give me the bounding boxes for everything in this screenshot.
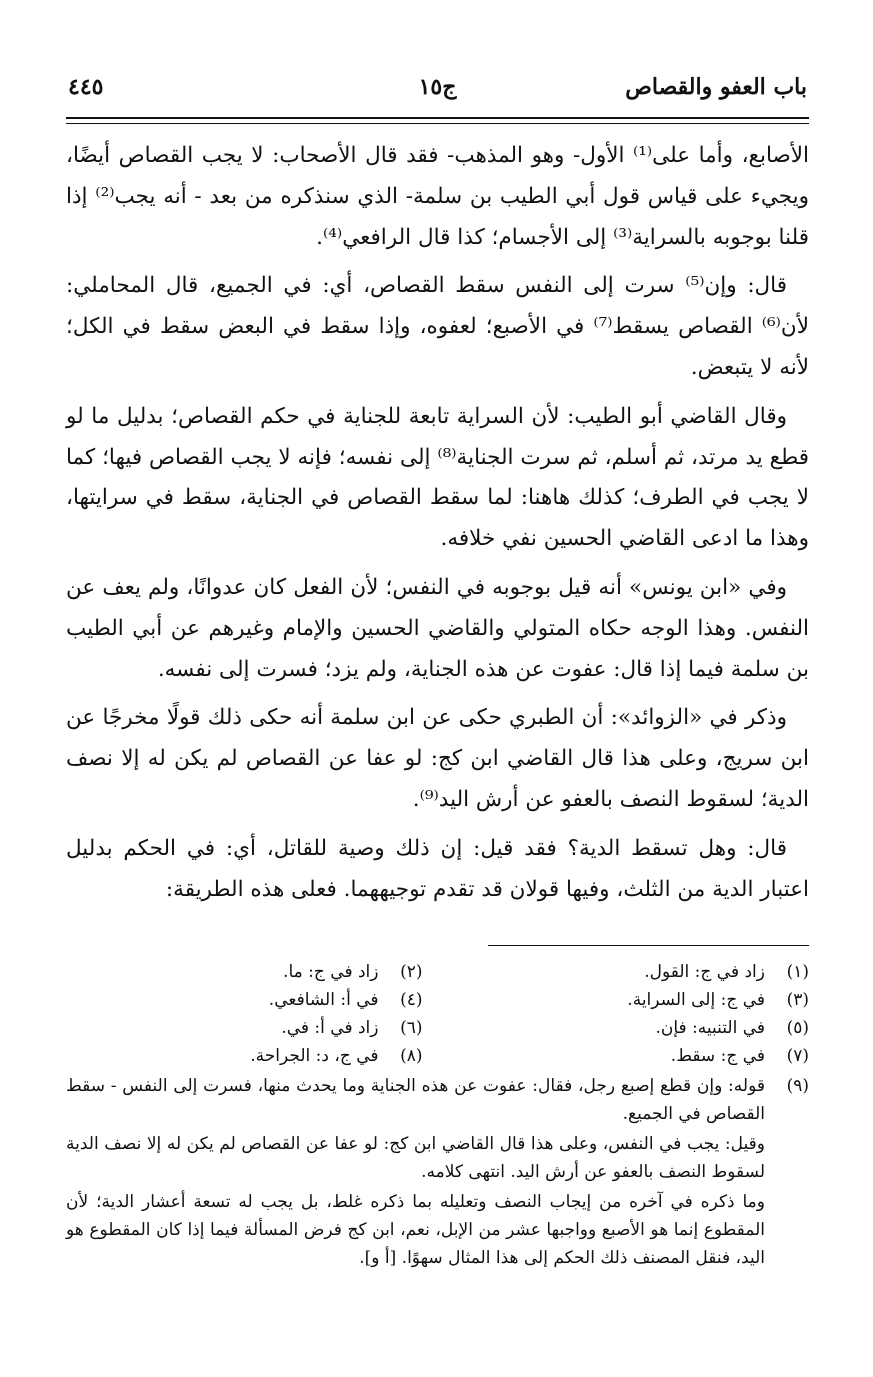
- footnote: [66, 986, 423, 1014]
- footnote-text: زاد في ج: القول.: [644, 962, 765, 982]
- footnote-number: (٨): [400, 1046, 423, 1066]
- footnote-text: في ج: سقط.: [670, 1046, 765, 1066]
- footnote: [453, 1014, 810, 1042]
- footnote: [453, 986, 810, 1014]
- footnote-text: في أ: الشافعي.: [268, 990, 379, 1010]
- paragraph: قال: وهل تسقط الدية؟ فقد قيل: إن ذلك وصية للقاتل، أي: في الحكم بدليل اعتبار الدية من الثلث، وفيها قولان قد تقدم توجيههما. فعلى هذه الطريقة:: [66, 835, 809, 902]
- running-header: [68, 68, 807, 112]
- footnote-number: (٤): [400, 990, 423, 1010]
- footnote-text: زاد في ج: ما.: [283, 962, 379, 982]
- footnote-long: [66, 1072, 809, 1274]
- page-number: ٤٤٥: [68, 74, 104, 100]
- footnote: [66, 958, 423, 986]
- footnote-text: في ج: إلى السراية.: [627, 990, 765, 1010]
- footnote-number: (٢): [400, 962, 423, 982]
- main-text: [66, 136, 809, 918]
- footnote-number: (٧): [786, 1046, 809, 1066]
- paragraph: الأصابع، وأما على⁽¹⁾ الأول- وهو المذهب- فقد قال الأصحاب: لا يجب القصاص أيضًا، ويجيء على قياس قول أبي الطيب بن سلمة- الذي سنذكره من بعد - أنه يجب⁽²⁾ إذا قلنا بوجوبه بالسراية⁽³⁾ إلى الأجسام؛ كذا قال الرافعي⁽⁴⁾.: [66, 143, 810, 250]
- footnote: [66, 1014, 423, 1042]
- footnote-text: قوله: وإن قطع إصبع رجل، فقال: عفوت عن هذه الجناية وما يحدث منها، فسرت إلى النفس - سقط القصاص في الجميع.: [66, 1076, 765, 1124]
- chapter-title: باب العفو والقصاص: [625, 74, 807, 100]
- paragraph: وفي «ابن يونس» أنه قيل بوجوبه في النفس؛ لأن الفعل كان عدوانًا، ولم يعف عن النفس. وهذا الوجه حكاه المتولي والقاضي الحسين والإمام وغيرهم عن أبي الطيب بن سلمة فيما إذا قال: عفوت عن هذه الجناية، ولم يزد؛ فسرت إلى نفسه.: [66, 574, 809, 682]
- footnote-number: (٣): [786, 990, 809, 1010]
- footnote-text: في التنبيه: فإن.: [655, 1018, 765, 1038]
- footnote-text: وما ذكره في آخره من إيجاب النصف وتعليله بما ذكره غلط، بل يجب له تسعة أعشار الدية؛ لأن المقطوع إنما هو الأصبع وواجبها عشر من الإبل، نعم، ابن كج فرض المسألة فيما إذا كان المقطوع هو اليد، فنقل المصنف ذلك الحكم إلى هذا المثال سهوًا. [أ و].: [66, 1192, 765, 1268]
- footnote-separator: [488, 945, 809, 946]
- paragraph: قال: وإن⁽⁵⁾ سرت إلى النفس سقط القصاص، أي: في الجميع، قال المحاملي: لأن⁽⁶⁾ القصاص يسقط⁽⁷⁾ في الأصبع؛ لعفوه، وإذا سقط في البعض سقط في الكل؛ لأنه لا يتبعض.: [66, 273, 809, 380]
- paragraph: وقال القاضي أبو الطيب: لأن السراية تابعة للجناية في حكم القصاص؛ بدليل ما لو قطع يد مرتد، ثم أسلم، ثم سرت الجناية⁽⁸⁾ إلى نفسه؛ فإنه لا يجب القصاص فيها؛ كما لا يجب في الطرف؛ كذلك هاهنا: لما سقط القصاص في الجناية، سقط في سرايتها، وهذا ما ادعى القاضي الحسين نفي خلافه.: [66, 403, 809, 552]
- volume-label: ج١٥: [418, 74, 457, 100]
- footnote-grid: [66, 958, 809, 1070]
- footnote-number: (١): [786, 962, 809, 982]
- header-rule-thick: [66, 117, 809, 119]
- footnote: [66, 1042, 423, 1070]
- footnote-text: في ج، د: الجراحة.: [250, 1046, 379, 1066]
- footnote: [453, 958, 810, 986]
- footnote: [453, 1042, 810, 1070]
- footnote-number: (٦): [400, 1018, 423, 1038]
- header-rule-thin: [66, 123, 809, 124]
- footnote-number: (٥): [786, 1018, 809, 1038]
- footnote-long-body: [66, 1072, 765, 1274]
- footnote-text: وقيل: يجب في النفس، وعلى هذا قال القاضي ابن كج: لو عفا عن القصاص لم يكن له إلا نصف الدية لسقوط النصف بالعفو عن أرش اليد. انتهى كلامه.: [66, 1134, 765, 1182]
- footnote-number: (٩): [786, 1076, 809, 1096]
- footnotes: [66, 958, 809, 1274]
- paragraph: وذكر في «الزوائد»: أن الطبري حكى عن ابن سلمة أنه حكى ذلك قولًا مخرجًا عن ابن سريج، وعلى هذا قال القاضي ابن كج: لو عفا عن القصاص لم يكن له إلا نصف الدية؛ لسقوط النصف بالعفو عن أرش اليد⁽⁹⁾.: [66, 705, 809, 812]
- footnote-text: زاد في أ: في.: [281, 1018, 379, 1038]
